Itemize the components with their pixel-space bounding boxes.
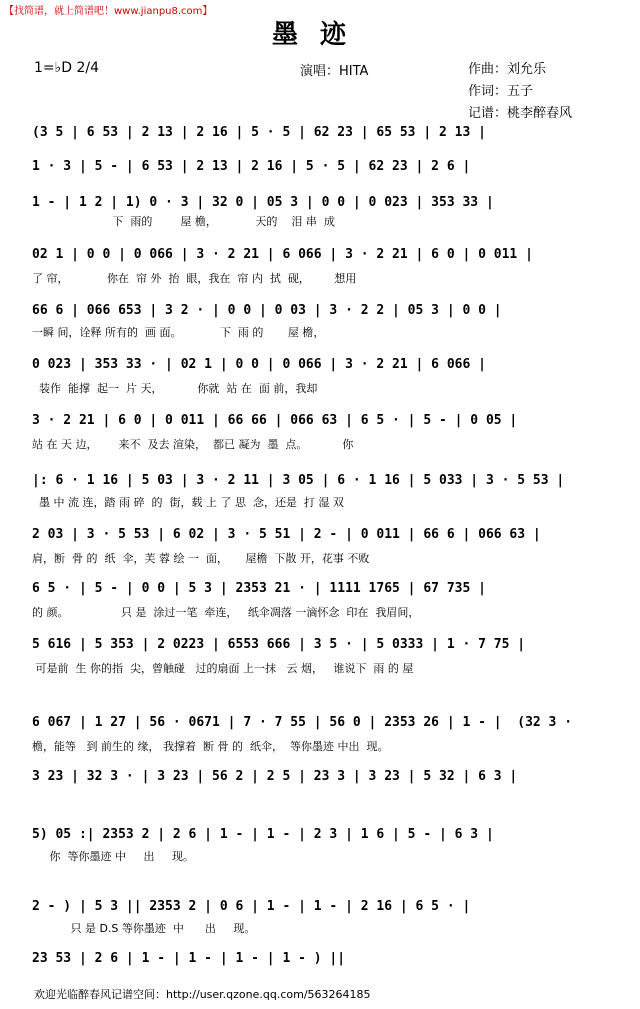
score-line-10: 6 5 · | 5 - | 0 0 | 5 3 | 2353 21 · | 1111 1765 | 67 735 | — [32, 581, 486, 596]
lyric-line-9: 肩，断 骨 的 纸 伞，芙 蓉 绘 一 面， 屋檐 下散 开，花事 不败 — [32, 552, 370, 565]
lyric-line-7: 站 在 天 边， 来不 及去 渲染， 都已 凝为 墨 点。 你 — [32, 438, 354, 451]
score-line-3: 1 - | 1 2 | 1) 0 · 3 | 32 0 | 05 3 | 0 0 | 0 023 | 353 33 | — [32, 195, 494, 210]
lyric-line-4: 了 帘， 你在 帘 外 抬 眼，我在 帘 内 拭 砚， 想用 — [32, 272, 357, 285]
song-title: 墨迹 — [271, 20, 368, 50]
score-line-4: 02 1 | 0 0 | 0 066 | 3 · 2 21 | 6 066 | 3 · 2 21 | 6 0 | 0 011 | — [32, 247, 533, 262]
site-banner: 【找简谱，就上简谱吧！www.jianpu8.com】 — [4, 6, 213, 17]
lyric-line-11: 可是前 生 你的指 尖，曾触碰 过的扇面 上一抹 云 烟， 谁说下 雨 的 屋 — [32, 662, 414, 675]
lyricist-credit: 作词：五子 — [468, 84, 534, 99]
score-line-12: 6 067 | 1 27 | 56 · 0671 | 7 · 7 55 | 56 0 | 2353 26 | 1 - | (32 3 · — [32, 715, 573, 730]
lyric-line-15: 只 是 D.S 等你墨迹 中 出 现。 — [32, 922, 256, 935]
score-line-2: 1 · 3 | 5 - | 6 53 | 2 13 | 2 16 | 5 · 5 | 62 23 | 2 6 | — [32, 159, 471, 174]
singer-credit: 演唱：HITA — [300, 64, 369, 79]
score-line-7: 3 · 2 21 | 6 0 | 0 011 | 66 66 | 066 63 | 6 5 · | 5 - | 0 05 | — [32, 413, 518, 428]
lyric-line-12: 檐，能等 到 前生的 缘， 我撑着 断 骨 的 纸伞， 等你墨迹 中出 现。 — [32, 740, 389, 753]
lyric-line-10: 的 颜。 只 是 涂过一笔 牵连， 纸伞凋落 一滴怀念 印在 我眉间， — [32, 606, 420, 619]
lyric-line-16 — [32, 968, 608, 982]
score-line-9: 2 03 | 3 · 5 53 | 6 02 | 3 · 5 51 | 2 - | 0 011 | 66 6 | 066 63 | — [32, 527, 541, 542]
footer-link-text: 欢迎光临醉春风记谱空间：http://user.qzone.qq.com/563264185 — [34, 988, 371, 1001]
score-line-14: 5) 05 :| 2353 2 | 2 6 | 1 - | 1 - | 2 3 | 1 6 | 5 - | 6 3 | — [32, 827, 494, 842]
lyric-line-5: 一瞬 间，诠释 所有的 画 面。 下 雨 的 屋 檐， — [32, 326, 325, 339]
score-line-11: 5 616 | 5 353 | 2 0223 | 6553 666 | 3 5 · | 5 0333 | 1 · 7 75 | — [32, 637, 526, 652]
key-signature: 1=♭D 2/4 — [34, 60, 100, 76]
lyric-line-8: 墨 中 流 连，踏 雨 碎 的 街，载 上 了 思 念，还是 打 湿 双 — [32, 496, 344, 509]
score-line-8: |: 6 · 1 16 | 5 03 | 3 · 2 11 | 3 05 | 6 · 1 16 | 5 033 | 3 · 5 53 | — [32, 473, 565, 488]
score-line-1: (3 5 | 6 53 | 2 13 | 2 16 | 5 · 5 | 62 23 | 65 53 | 2 13 | — [32, 125, 486, 140]
lyric-line-6: 装作 能撑 起一 片 天， 你就 站 在 面 前，我却 — [32, 382, 318, 395]
composer-credit: 作曲：刘允乐 — [468, 62, 547, 77]
lyric-line-3: 下 雨的 屋 檐， 天的 泪 串 成 — [32, 215, 335, 228]
score-line-6: 0 023 | 353 33 · | 02 1 | 0 0 | 0 066 | 3 · 2 21 | 6 066 | — [32, 357, 486, 372]
score-line-16: 23 53 | 2 6 | 1 - | 1 - | 1 - | 1 - ) || — [32, 951, 346, 966]
lyric-line-13 — [32, 788, 608, 802]
score-line-5: 66 6 | 066 653 | 3 2 · | 0 0 | 0 03 | 3 · 2 2 | 05 3 | 0 0 | — [32, 303, 502, 318]
score-line-13: 3 23 | 32 3 · | 3 23 | 56 2 | 2 5 | 23 3 | 3 23 | 5 32 | 6 3 | — [32, 769, 518, 784]
lyric-line-1 — [32, 142, 608, 156]
lyric-line-2 — [32, 176, 608, 190]
transcriber-credit: 记谱：桃李醉春风 — [468, 106, 573, 121]
lyric-line-14: 你 等你墨迹 中 出 现。 — [32, 850, 194, 863]
score-line-15: 2 - ) | 5 3 || 2353 2 | 0 6 | 1 - | 1 - | 2 16 | 6 5 · | — [32, 899, 471, 914]
